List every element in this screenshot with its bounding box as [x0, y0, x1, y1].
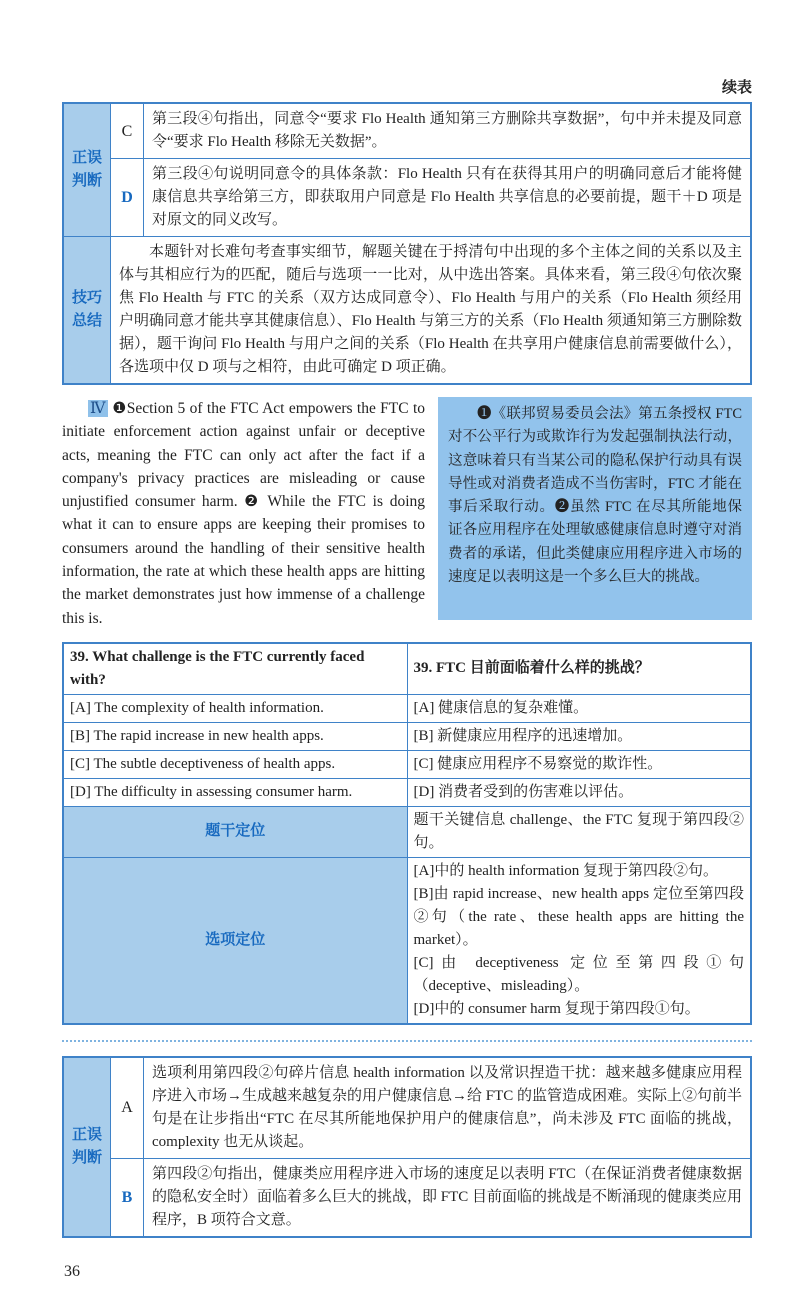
option-analysis: 选项利用第四段②句碎片信息 health information 以及常识捏造干扰：越来越多健康应用程序进入市场→生成越来越复杂的用户健康信息→给 FTC 的监管造成困难。实际上②句前半句是在让步指出“FTC 在尽其所能地保护用户的健康信息”，尚未涉及 FTC 面临的挑战，complexity 也无从谈起。	[144, 1057, 752, 1159]
option-letter: B	[111, 1158, 144, 1237]
question-header	[63, 643, 751, 695]
option-location-line: [A]中的 health information 复现于第四段②句。	[413, 862, 719, 879]
summary-text: 本题针对长难句考查事实细节，解题关键在于捋清句中出现的多个主体之间的关系以及主体与其相应行为的匹配，随后与选项一一比对，从中选出答案。具体来看，第三段④句依次聚焦 Flo Health 与 FTC 的关系（双方达成同意令）、Flo Health 与用户的关系（Flo Health 须经用户明确同意才能共享其健康信息）、Flo Health 与第三方的关系（Flo Health 须通知第三方删除数据），题干询问 Flo Health 与用户之间的关系（Flo Health 在共享用户健康信息前需要做什么），各选项中仅 D 项与之相符，由此可确定 D 项正确。	[111, 237, 752, 385]
question-zh: 39. FTC 目前面临着什么样的挑战？	[407, 643, 751, 695]
option-zh: [B] 新健康应用程序的迅速增加。	[407, 722, 751, 750]
option-letter: C	[111, 103, 144, 159]
analysis-table-1	[62, 102, 752, 385]
analysis-table-2	[62, 1056, 752, 1238]
stem-text: 题干关键信息 challenge、the FTC 复现于第四段②句。	[407, 806, 751, 857]
option-analysis: 第三段④句说明同意令的具体条款：Flo Health 只有在获得其用户的明确同意后才能将健康信息共享给第三方，即获取用户同意是 Flo Health 共享信息的必要前提，题干＋D 项是对原文的同义改写。	[144, 159, 752, 237]
judgment-label: 正误判断	[63, 1057, 111, 1237]
option-letter: A	[111, 1057, 144, 1159]
stem-label: 题干定位	[63, 806, 407, 857]
option-row	[63, 722, 751, 750]
question-table	[62, 642, 752, 1025]
chinese-translation: ❶《联邦贸易委员会法》第五条授权 FTC 对不公平行为或欺诈行为发起强制执法行动，这意味着只有当某公司的隐私保护行动具有误导性或对消费者造成不当伤害时，FTC 才能在事后采取行动。❷虽然 FTC 在尽其所能地保证各应用程序在处理敏感健康信息时遵守对消费者的承诺，但此类健康应用程序进入市场的速度足以表明这是一个多么巨大的挑战。	[438, 397, 752, 620]
option-location-line: [D]中的 consumer harm 复现于第四段①句。	[413, 1000, 700, 1017]
option-analysis: 第三段④句指出，同意令“要求 Flo Health 通知第三方删除共享数据”，句中并未提及同意令“要求 Flo Health 移除无关数据”。	[144, 103, 752, 159]
option-location-label: 选项定位	[63, 857, 407, 1024]
question-en: 39. What challenge is the FTC currently faced with?	[63, 643, 407, 695]
option-location-text	[407, 857, 751, 1024]
table-row	[63, 237, 751, 385]
option-location-row	[63, 857, 751, 1024]
table-row	[63, 159, 751, 237]
stem-row	[63, 806, 751, 857]
option-en: [B] The rapid increase in new health apps.	[63, 722, 407, 750]
option-zh: [A] 健康信息的复杂难懂。	[407, 694, 751, 722]
passage-section	[62, 397, 752, 630]
option-location-line: [C]由 deceptiveness 定位至第四段①句（deceptive、misleading）。	[413, 954, 744, 994]
option-row	[63, 694, 751, 722]
option-zh: [D] 消费者受到的伤害难以评估。	[407, 778, 751, 806]
option-en: [C] The subtle deceptiveness of health apps.	[63, 750, 407, 778]
table-row	[63, 103, 751, 159]
option-location-line: [B]由 rapid increase、new health apps 定位至第四段②句（the rate、these health apps are hitting the market）。	[413, 885, 744, 948]
paragraph-marker: Ⅳ	[90, 400, 106, 417]
option-letter: D	[111, 159, 144, 237]
option-row	[63, 750, 751, 778]
summary-label: 技巧总结	[63, 237, 111, 385]
option-zh: [C] 健康应用程序不易察觉的欺诈性。	[407, 750, 751, 778]
table-row	[63, 1158, 751, 1237]
judgment-label: 正误判断	[63, 103, 111, 237]
english-text: ❶Section 5 of the FTC Act empowers the FTC to initiate enforcement action against unfair or deceptive acts, meaning the FTC can only act after the fact if a company's privacy practices are misleading or cause unjustified consumer harm. ❷ While the FTC is doing what it can to ensure apps are keeping their promises to consumers around the handling of their sensitive health information, the rate at which these health apps are hitting the market demonstrates just how immense of a challenge this is.	[62, 400, 426, 627]
dotted-divider	[62, 1040, 752, 1042]
option-row	[63, 778, 751, 806]
page-number: 36	[64, 1262, 80, 1280]
option-analysis: 第四段②句指出，健康类应用程序进入市场的速度足以表明 FTC（在保证消费者健康数据的隐私安全时）面临着多么巨大的挑战，即 FTC 目前面临的挑战是不断涌现的健康类应用程序，B 项符合文意。	[144, 1158, 752, 1237]
continued-label: 续表	[721, 80, 752, 96]
english-passage	[62, 397, 425, 630]
table-row	[63, 1057, 751, 1159]
option-en: [D] The difficulty in assessing consumer harm.	[63, 778, 407, 806]
option-en: [A] The complexity of health information.	[63, 694, 407, 722]
